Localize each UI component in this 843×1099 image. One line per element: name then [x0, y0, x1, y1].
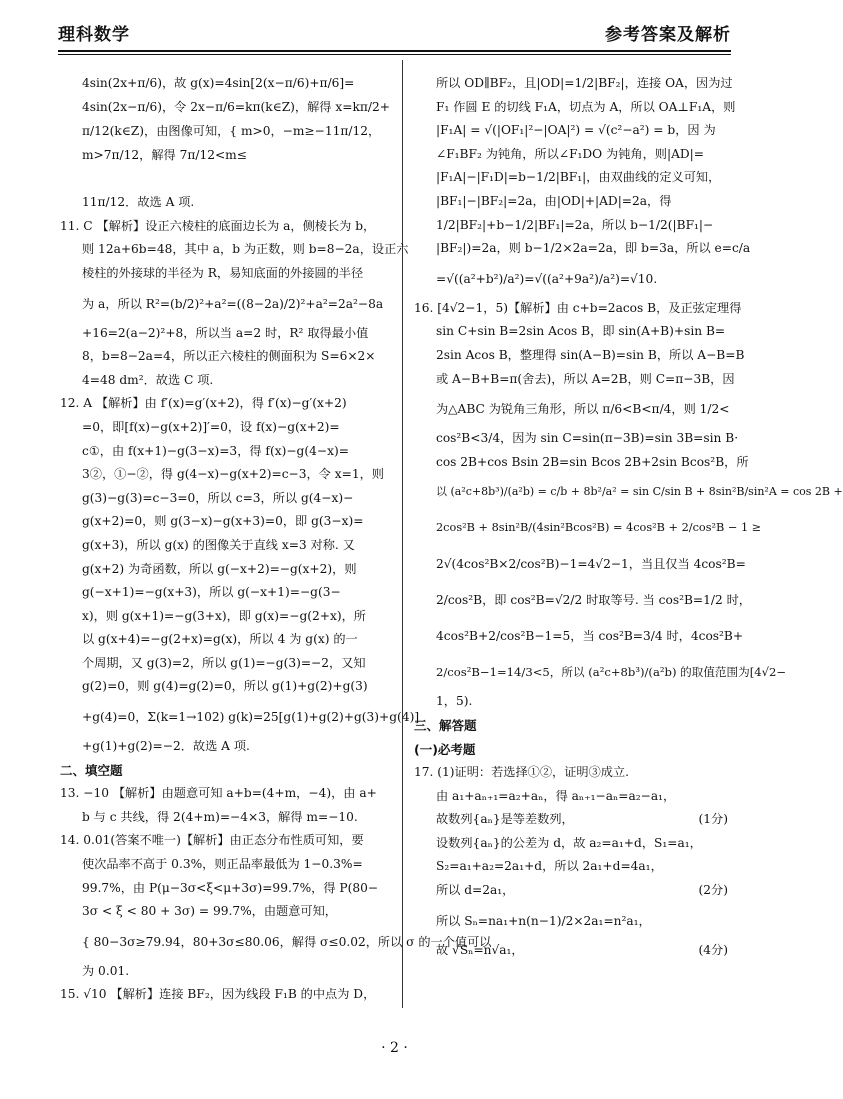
right-line-32: 所以 Sₙ=na₁+n(n−1)/2×2a₁=n²a₁， [436, 913, 651, 928]
right-line-22: 2/cos²B−1=14/3<5，所以 (a²c+8b³)/(a²b) 的取值范围为[4√2− [436, 665, 787, 680]
header-rule-thick [58, 50, 731, 52]
right-line-29: 设数列{aₙ}的公差为 d，故 a₂=a₁+d，S₁=a₁， [436, 835, 702, 850]
right-line-12: 2sin Acos B，整理得 sin(A−B)=sin B，所以 A−B=B [436, 347, 745, 362]
right-line-27: 由 a₁+aₙ₊₁=a₂+aₙ，得 aₙ₊₁−aₙ=a₂−a₁， [436, 788, 676, 803]
score-points-1: (1分) [698, 812, 728, 827]
right-line-6: |BF₁|−|BF₂|=2a，由|OD|+|AD|=2a，得 [436, 193, 672, 208]
left-line-11: 4=48 dm²．故选 C 项. [82, 372, 214, 387]
left-line-24: g(2)=0，则 g(4)=g(2)=0，所以 g(1)+g(2)+g(3) [82, 679, 368, 694]
left-line-32: 99.7%，由 P(μ−3σ<ξ<μ+3σ)=99.7%，得 P(80− [82, 880, 379, 895]
right-line-4: ∠F₁BF₂ 为钝角，所以∠F₁DO 为钝角，则|AD|= [436, 146, 704, 161]
left-line-19: g(x+2) 为奇函数，所以 g(−x+2)=−g(x+2)，则 [82, 561, 357, 576]
left-line-5: 11. C 【解析】设正六棱柱的底面边长为 a，侧棱长为 b， [60, 218, 376, 233]
right-line-16: cos 2B+cos Bsin 2B=sin Bcos 2B+2sin Bcos²B，所 [436, 454, 749, 469]
header-rule-thin [58, 54, 731, 55]
right-line-20: 2/cos²B，即 cos²B=√2/2 时取等号. 当 cos²B=1/2 时， [436, 593, 751, 608]
right-line-5: |F₁A|−|F₁D|=b−1/2|BF₁|，由双曲线的定义可知， [436, 170, 721, 185]
left-line-9: +16=2(a−2)²+8，所以当 a=2 时，R² 取得最小值 [82, 325, 369, 340]
right-line-31-text: 所以 d=2a₁， [436, 883, 515, 898]
left-line-10: 8，b=8−2a=4，所以正六棱柱的侧面积为 S=6×2× [82, 349, 376, 364]
right-line-19: 2√(4cos²B×2/cos²B)−1=4√2−1，当且仅当 4cos²B= [436, 557, 746, 572]
page-header [58, 14, 731, 54]
right-line-7: 1/2|BF₂|+b−1/2|BF₁|=2a，所以 b−1/2(|BF₁|− [436, 217, 714, 232]
right-line-33 [414, 939, 732, 963]
right-line-13: 或 A−B+B=π(舍去)，所以 A=2B，则 C=π−3B，因 [436, 371, 735, 386]
score-points-3: (4分) [698, 942, 728, 957]
left-line-14: c①，由 f(x+1)−g(3−x)=3，得 f(x)−g(4−x)= [82, 443, 349, 458]
right-line-15: cos²B<3/4，因为 sin C=sin(π−3B)=sin 3B=sin B· [436, 431, 739, 446]
left-line-20: g(−x+1)=−g(x+3)，所以 g(−x+1)=−g(3− [82, 585, 341, 600]
left-line-7: 棱柱的外接球的半径为 R，易知底面的外接圆的半径 [82, 265, 364, 280]
left-line-2: 4sin(2x−π/6)，令 2x−π/6=kπ(k∈Z)，解得 x=kπ/2+ [82, 99, 390, 114]
left-line-30: 14. 0.01(答案不唯一)【解析】由正态分布性质可知，要 [60, 833, 364, 848]
right-line-18: 2cos²B + 8sin²B/(4sin²Bcos²B) = 4cos²B + 2/cos²B − 1 ≥ [436, 521, 762, 535]
right-line-28-text: 故数列{aₙ}是等差数列， [436, 812, 574, 827]
right-line-2: F₁ 作圆 E 的切线 F₁A，切点为 A，所以 OA⊥F₁A，则 [436, 99, 736, 114]
right-line-11: sin C+sin B=2sin Acos B，即 sin(A+B)+sin B= [436, 324, 726, 339]
subsection-required: (一)必考题 [414, 741, 476, 757]
left-line-12: 12. A 【解析】由 f′(x)=g′(x+2)，得 f′(x)−g′(x+2) [60, 396, 347, 411]
left-line-15: 3②，①−②，得 g(4−x)−g(x+2)=c−3，令 x=1，则 [82, 467, 384, 482]
right-line-1: 所以 OD∥BF₂，且|OD|=1/2|BF₂|，连接 OA，因为过 [436, 76, 733, 90]
right-line-31 [414, 879, 732, 903]
left-line-22: 以 g(x+4)=−g(2+x)=g(x)，所以 4 为 g(x) 的一 [82, 632, 358, 647]
left-line-8: 为 a，所以 R²=(b/2)²+a²=((8−2a)/2)²+a²=2a²−8a [82, 296, 384, 311]
left-line-25: +g(4)=0，Σ(k=1→102) g(k)=25[g(1)+g(2)+g(3)+g(4)] [82, 710, 420, 725]
left-line-33: 3σ < ξ < 80 + 3σ) = 99.7%，由题意可知， [82, 904, 337, 919]
right-line-14: 为△ABC 为锐角三角形，所以 π/6<B<π/4，则 1/2< [436, 402, 730, 417]
section-heading-answers: 三、解答题 [414, 717, 477, 733]
right-line-10: 16. [4√2−1，5)【解析】由 c+b=2acos B，及正弦定理得 [414, 300, 742, 315]
right-line-17: 以 (a²c+8b³)/(a²b) = c/b + 8b²/a² = sin C/sin B + 8sin²B/sin²A = cos 2B + [436, 485, 843, 499]
right-line-30: S₂=a₁+a₂=2a₁+d，所以 2a₁+d=4a₁， [436, 859, 663, 874]
left-line-26: +g(1)+g(2)=−2．故选 A 项. [82, 739, 250, 754]
right-line-26: 17. (1)证明：若选择①②，证明③成立. [414, 765, 630, 780]
left-line-13: =0，即[f(x)−g(x+2)]′=0，设 f(x)−g(x+2)= [82, 419, 340, 434]
left-line-17: g(x+2)=0，则 g(3−x)−g(x+3)=0，即 g(3−x)= [82, 514, 364, 529]
left-line-31: 使次品率不高于 0.3%，则正品率最低为 1−0.3%= [82, 857, 363, 872]
subject-title: 理科数学 [58, 25, 130, 45]
left-line-18: g(x+3)，所以 g(x) 的图像关于直线 x=3 对称. 又 [82, 537, 355, 552]
section-title: 参考答案及解析 [605, 25, 731, 45]
right-line-8: |BF₂|)=2a，则 b−1/2×2a=2a，即 b=3a，所以 e=c/a [436, 241, 751, 256]
left-line-35: 为 0.01. [82, 963, 130, 978]
section-heading-fill-in: 二、填空题 [60, 762, 123, 778]
right-line-33-text: 故 √Sₙ=n√a₁， [436, 942, 524, 957]
left-line-16: g(3)−g(3)=c−3=0，所以 c=3，所以 g(4−x)− [82, 490, 354, 505]
left-line-6: 则 12a+6b=48，其中 a，b 为正数，则 b=8−2a，设正六 [82, 242, 409, 257]
column-divider [402, 60, 403, 1008]
left-line-36: 15. √10 【解析】连接 BF₂，因为线段 F₁B 的中点为 D， [60, 987, 376, 1002]
left-line-21: x)，则 g(x+1)=−g(3+x)，即 g(x)=−g(2+x)，所 [82, 608, 366, 623]
score-points-2: (2分) [698, 883, 728, 898]
left-line-4: 11π/12．故选 A 项. [82, 195, 195, 210]
left-line-28: 13. −10 【解析】由题意可知 a+b=(4+m，−4)，由 a+ [60, 786, 377, 801]
left-line-23: 个周期，又 g(3)=2，所以 g(1)=−g(3)=−2，又知 [82, 655, 366, 670]
right-line-23: 1，5). [436, 694, 473, 709]
right-column [414, 72, 843, 962]
left-line-3: π/12(k∈Z)，由图像可知，{ m>0，−m≥−11π/12，m>7π/12，解得 7π/12<m≤ [82, 124, 381, 163]
left-line-34: { 80−3σ≥79.94，80+3σ≤80.06，解得 σ≤0.02，所以 σ 的一个值可以 [82, 934, 492, 949]
right-line-21: 4cos²B+2/cos²B−1=5，当 cos²B=3/4 时，4cos²B+ [436, 629, 744, 644]
left-line-29: b 与 c 共线，得 2(4+m)=−4×3，解得 m=−10. [82, 809, 358, 824]
right-line-28 [414, 808, 732, 832]
page-number: · 2 · [381, 1040, 408, 1056]
left-line-1: 4sin(2x+π/6)，故 g(x)=4sin[2(x−π/6)+π/6]= [82, 76, 355, 90]
right-line-3: |F₁A| = √(|OF₁|²−|OA|²) = √(c²−a²) = b，因 为 [436, 123, 716, 138]
right-line-9: =√((a²+b²)/a²)=√((a²+9a²)/a²)=√10. [436, 271, 658, 286]
